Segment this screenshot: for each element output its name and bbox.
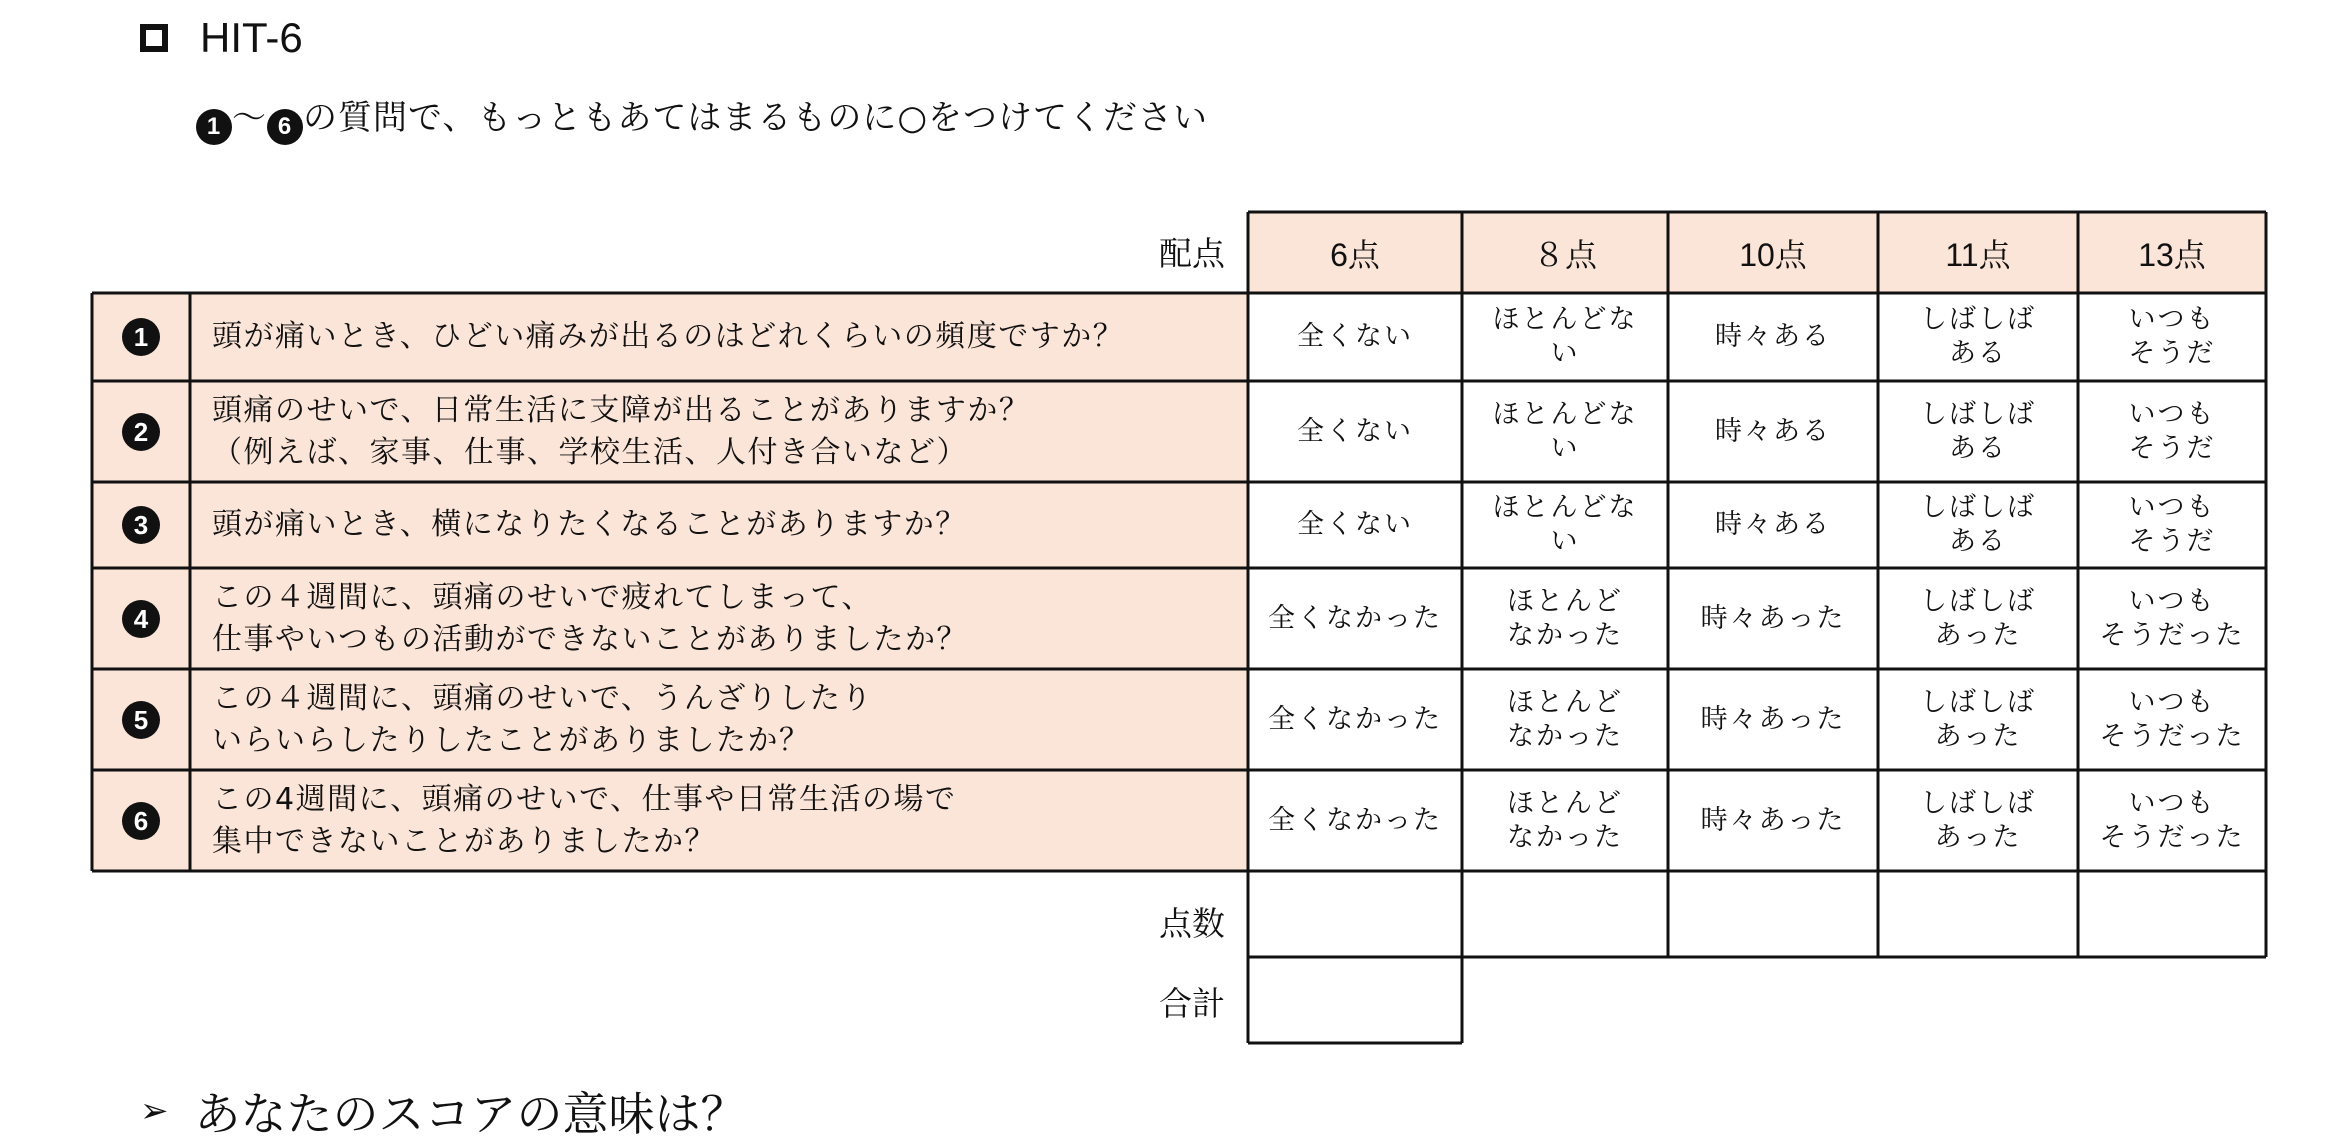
question-number-cell [92, 482, 190, 568]
number-6-icon: 6 [122, 802, 160, 840]
number-1-icon: 1 [196, 109, 232, 145]
column-header-10: 10点 [1668, 212, 1878, 293]
option-cell[interactable]: いつも そうだった [2099, 787, 2245, 853]
option-cell[interactable]: 全くなかった [1268, 703, 1442, 735]
number-1-icon: 1 [122, 318, 160, 356]
option-cell[interactable]: 時々ある [1715, 321, 1831, 352]
checkbox-square-icon [140, 24, 168, 52]
page-title: HIT-6 [200, 14, 303, 61]
option-cell[interactable]: いつも そうだ [2128, 492, 2216, 557]
option-cell[interactable]: しばしば ある [1920, 398, 2036, 464]
option-cell[interactable]: しばしば あった [1920, 787, 2036, 853]
option-cell[interactable]: 全くなかった [1268, 804, 1442, 836]
option-cell[interactable]: ほとんど なかった [1507, 686, 1623, 752]
option-cell[interactable]: いつも そうだ [2128, 304, 2216, 369]
option-cell[interactable]: ほとんど なかった [1507, 585, 1623, 651]
arrow-bullet-icon: ➢ [140, 1091, 169, 1131]
option-cell[interactable]: ほとんどな い [1492, 398, 1638, 464]
score-label: 配点 [1159, 234, 1225, 273]
instruction-tilde: 〜 [232, 98, 267, 138]
column-header-6: 6点 [1248, 212, 1462, 293]
score-meaning-heading [140, 1078, 747, 1144]
score-meaning-text: あなたのスコアの意味は？ [194, 1087, 747, 1141]
number-5-icon: 5 [122, 701, 160, 739]
column-header-13: 13点 [2078, 212, 2266, 293]
points-cell-10[interactable] [1668, 871, 1878, 957]
number-6-icon: 6 [267, 109, 303, 145]
number-3-icon: 3 [122, 506, 160, 544]
option-cell[interactable]: 全くなかった [1268, 602, 1442, 634]
column-header-11: 11点 [1878, 212, 2078, 293]
question-text: この4週間に、頭痛のせいで、仕事や日常生活の場で 集中できないことがありましたか？ [190, 770, 1248, 871]
number-4-icon: 4 [122, 600, 160, 638]
question-text: この４週間に、頭痛のせいで疲れてしまって、 仕事やいつもの活動ができないことがありましたか？ [190, 568, 1248, 669]
question-text: この４週間に、頭痛のせいで、うんざりしたり いらいらしたりしたことがありましたか？ [190, 669, 1248, 770]
question-text: 頭が痛いとき、横になりたくなることがありますか？ [190, 482, 1248, 568]
option-cell[interactable]: いつも そうだった [2099, 585, 2245, 651]
option-cell[interactable]: 全くない [1297, 321, 1413, 352]
number-2-icon: 2 [122, 413, 160, 451]
option-cell[interactable]: ほとんどな い [1492, 304, 1638, 369]
question-text: 頭痛のせいで、日常生活に支障が出ることがありますか？ （例えば、家事、仕事、学校生活、人付き合いなど） [190, 381, 1248, 482]
points-cell-11[interactable] [1878, 871, 2078, 957]
points-cell-8[interactable] [1462, 871, 1668, 957]
option-cell[interactable]: 時々ある [1715, 509, 1831, 540]
option-cell[interactable]: しばしば ある [1920, 492, 2036, 557]
question-number-cell [92, 293, 190, 381]
points-cell-13[interactable] [2078, 871, 2266, 957]
points-label: 点数 [1159, 904, 1225, 943]
option-cell[interactable]: しばしば ある [1920, 304, 2036, 369]
option-cell[interactable]: 時々ある [1715, 415, 1831, 447]
question-text: 頭が痛いとき、ひどい痛みが出るのはどれくらいの頻度ですか？ [190, 293, 1248, 381]
column-header-8: ８点 [1462, 212, 1668, 293]
option-cell[interactable]: 時々あった [1700, 804, 1846, 836]
question-number-cell [92, 770, 190, 871]
question-number-cell [92, 381, 190, 482]
option-cell[interactable]: 全くない [1297, 415, 1413, 447]
points-cell-6[interactable] [1248, 871, 1462, 957]
question-number-cell [92, 568, 190, 669]
total-cell[interactable] [1248, 957, 1462, 1043]
option-cell[interactable]: 時々あった [1700, 602, 1846, 634]
instruction-text: の質問で、もっともあてはまるものに○をつけてください [303, 98, 1208, 138]
total-label: 合計 [1159, 984, 1225, 1023]
option-cell[interactable]: いつも そうだ [2128, 398, 2216, 464]
header [140, 10, 303, 66]
option-cell[interactable]: ほとんど なかった [1507, 787, 1623, 853]
instruction [196, 90, 1208, 145]
option-cell[interactable]: しばしば あった [1920, 686, 2036, 752]
option-cell[interactable]: しばしば あった [1920, 585, 2036, 651]
option-cell[interactable]: ほとんどな い [1492, 492, 1638, 557]
question-number-cell [92, 669, 190, 770]
option-cell[interactable]: 時々あった [1700, 703, 1846, 735]
option-cell[interactable]: 全くない [1297, 509, 1413, 540]
option-cell[interactable]: いつも そうだった [2099, 686, 2245, 752]
